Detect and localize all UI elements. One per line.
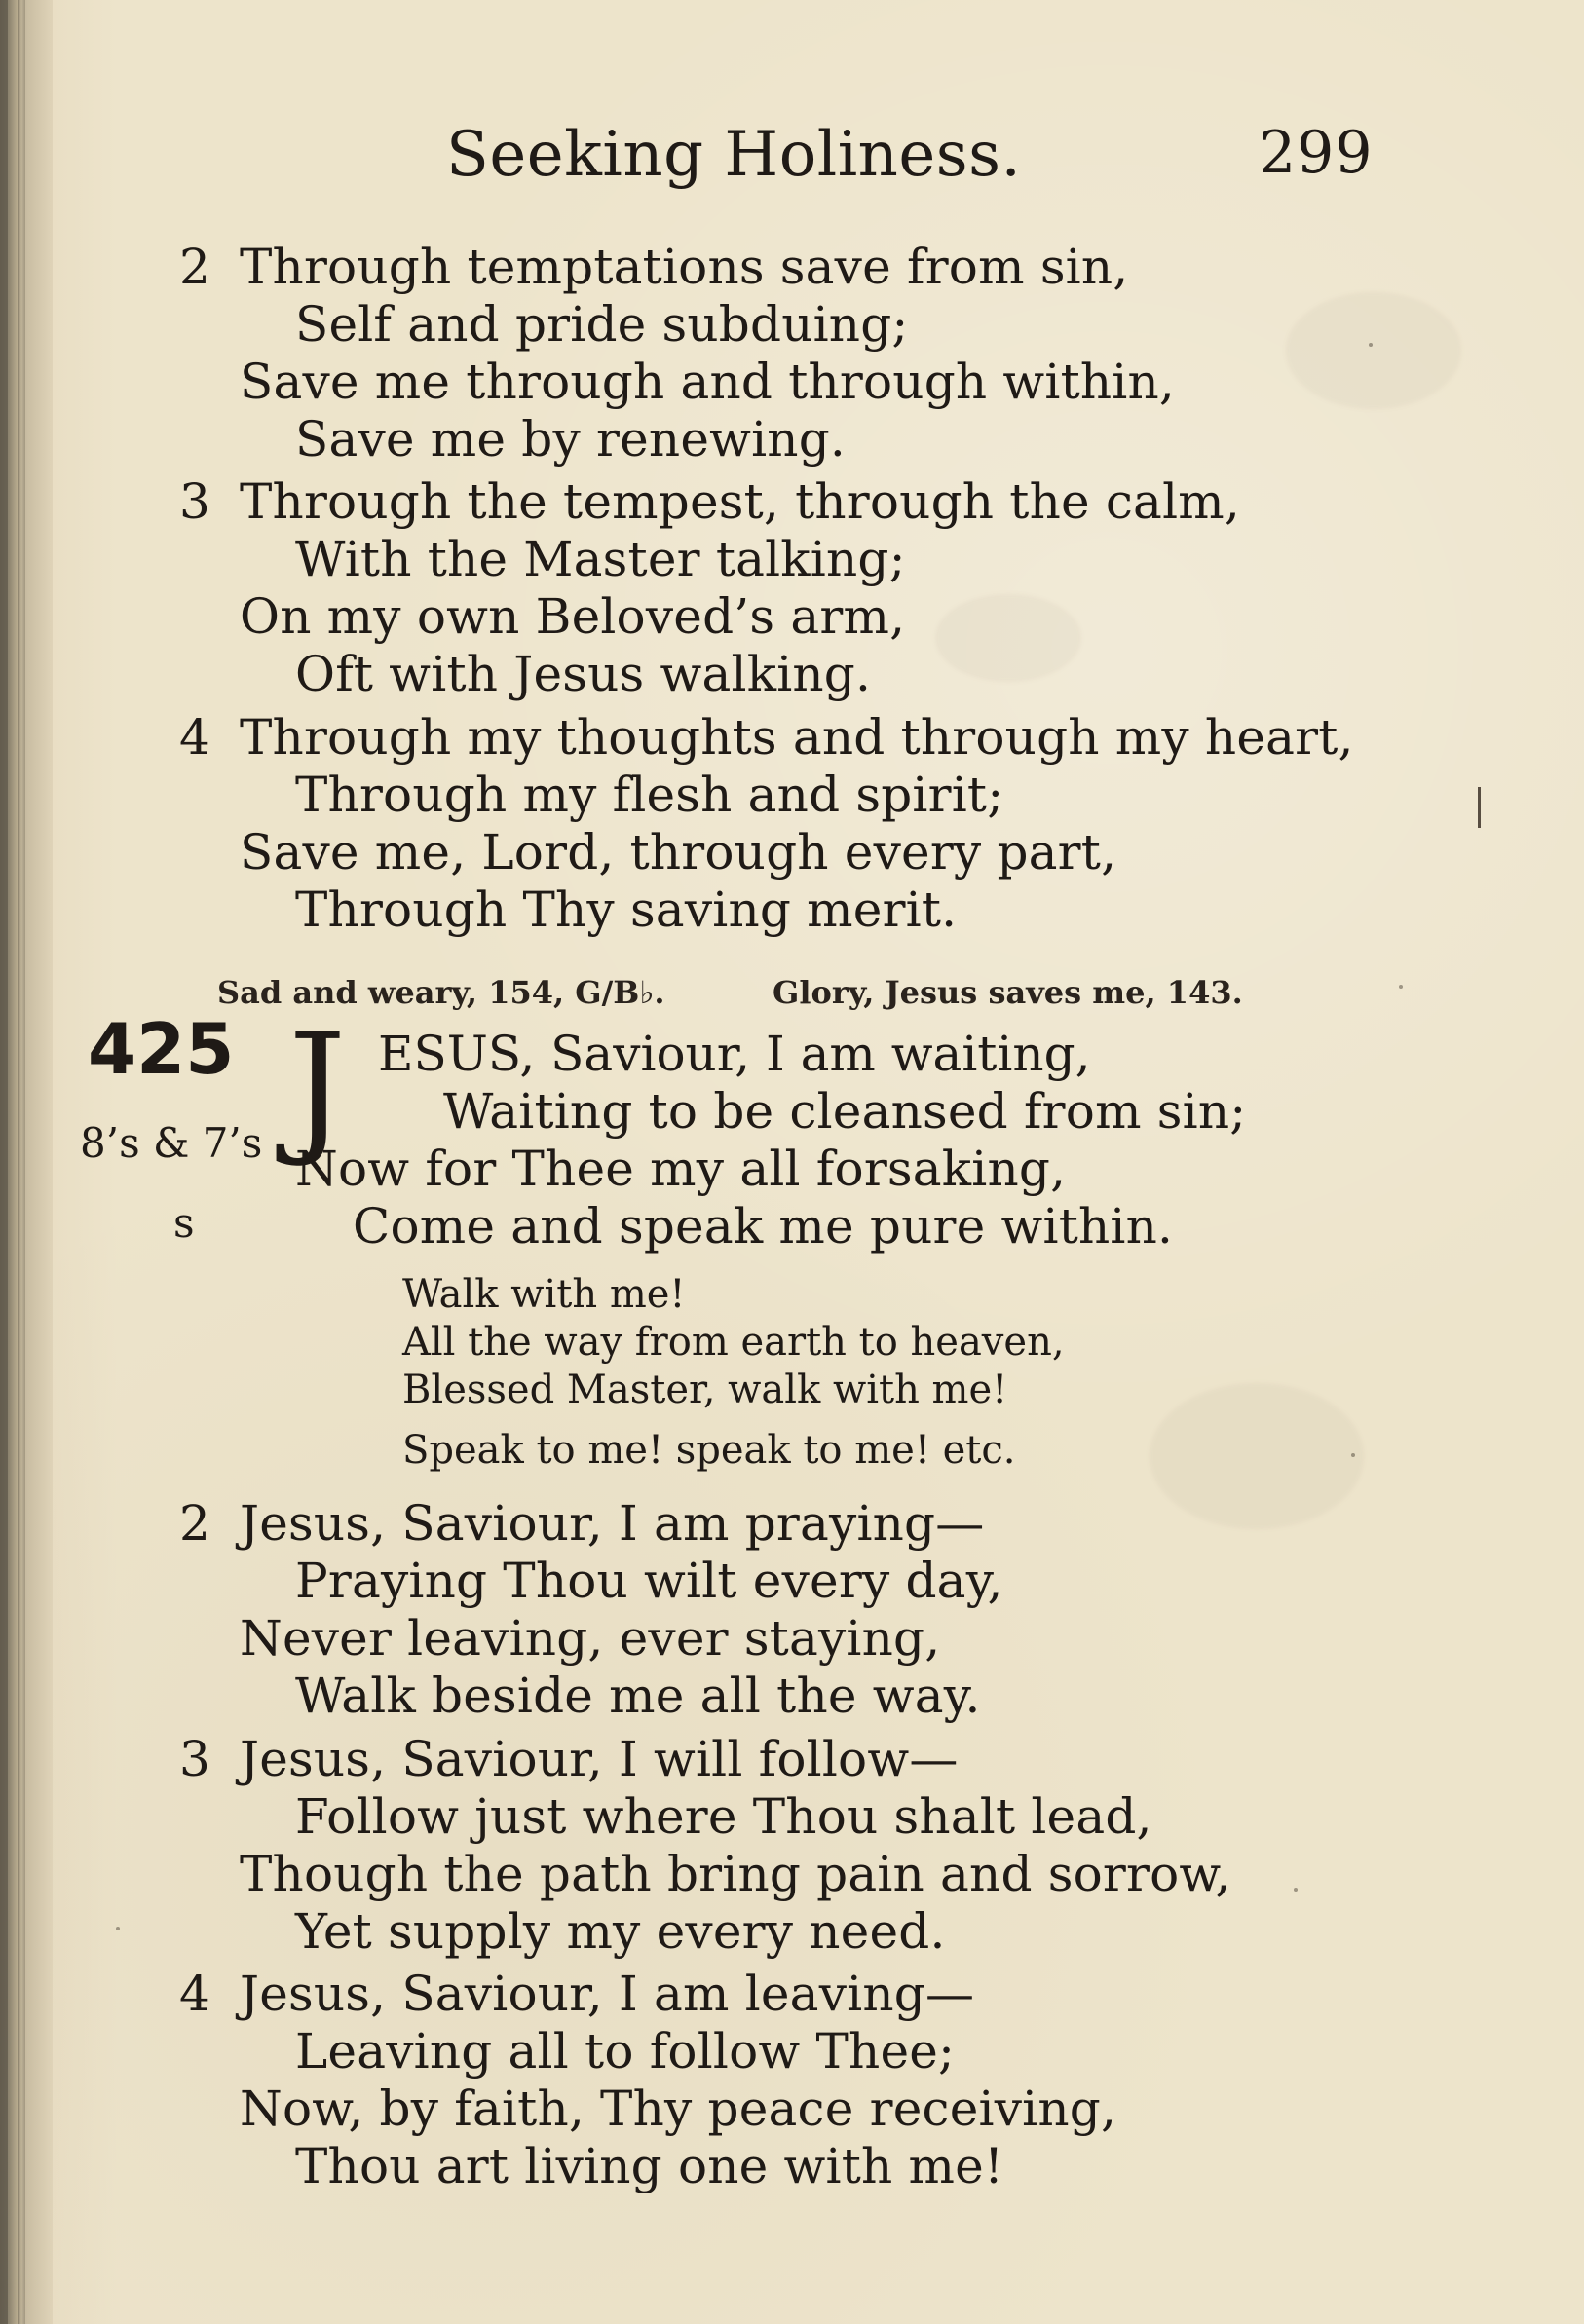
paper-speck [116, 1927, 120, 1930]
paper-speck [1399, 985, 1403, 989]
stanza-number: 2 [179, 1495, 210, 1552]
paper-speck [1369, 343, 1373, 347]
hymn-line: Now for Thee my all forsaking, [295, 1141, 1067, 1197]
print-mark [1478, 787, 1481, 828]
hymn-line: Jesus, Saviour, I am leaving— [240, 1966, 975, 2022]
paper-speck [1351, 1453, 1355, 1457]
hymn-line: With the Master talking; [295, 531, 906, 587]
hymn-line: Walk beside me all the way. [295, 1668, 981, 1724]
hymn-line: Oft with Jesus walking. [295, 646, 872, 702]
hymn-first-line: ESUS, Saviour, I am waiting, [378, 1026, 1091, 1082]
hymn-line: Save me through and through within, [240, 354, 1175, 410]
hymn-number: 425 [88, 1008, 235, 1090]
stanza-number: 4 [179, 709, 210, 766]
stanza-number: 3 [179, 1731, 210, 1787]
chorus-line: Speak to me! speak to me! etc. [402, 1428, 1016, 1473]
hymn-line: Through temptations save from sin, [240, 239, 1129, 295]
chorus-line: Walk with me! [402, 1272, 686, 1317]
hymn-line: Through Thy saving merit. [295, 881, 958, 938]
hymn-line: Come and speak me pure within. [353, 1198, 1174, 1255]
running-head: Seeking Holiness. [446, 119, 1022, 191]
paper-smudge [1150, 1383, 1364, 1529]
paper-smudge [935, 594, 1081, 682]
stanza-number: 3 [179, 473, 210, 530]
hymn-line: Save me by renewing. [295, 411, 847, 468]
paper-smudge [1286, 292, 1461, 409]
hymn-line: Follow just where Thou shalt lead, [295, 1788, 1152, 1845]
hymn-line: Jesus, Saviour, I am praying— [240, 1495, 985, 1552]
drop-cap: J [288, 1002, 347, 1170]
meter-note: s [173, 1199, 195, 1247]
page-binding [0, 0, 53, 2324]
hymn-line: Though the path bring pain and sorrow, [240, 1846, 1231, 1902]
tune-reference-left: Sad and weary, 154, G/B♭. [217, 974, 665, 1011]
binding-edge [0, 0, 8, 2324]
hymn-line: Save me, Lord, through every part, [240, 824, 1117, 881]
chorus-line: All the way from earth to heaven, [402, 1320, 1065, 1365]
page-header [0, 119, 1584, 206]
chorus-line: Blessed Master, walk with me! [402, 1368, 1008, 1412]
hymn-line: Now, by faith, Thy peace receiving, [240, 2080, 1117, 2137]
tune-reference-right: Glory, Jesus saves me, 143. [773, 974, 1243, 1011]
binding-crease [18, 0, 25, 2324]
hymn-line: Self and pride subduing; [295, 296, 909, 353]
hymn-line: Leaving all to follow Thee; [295, 2023, 956, 2080]
stanza-number: 2 [179, 239, 210, 295]
hymn-line: Jesus, Saviour, I will follow— [240, 1731, 959, 1787]
paper-speck [1294, 1888, 1298, 1892]
hymn-line: Yet supply my every need. [295, 1903, 946, 1960]
hymn-line: Through my flesh and spirit; [295, 767, 1004, 823]
stanza-number: 4 [179, 1966, 210, 2022]
meter-label: 8’s & 7’s [80, 1119, 263, 1167]
hymn-line: On my own Beloved’s arm, [240, 588, 906, 645]
hymn-line: Thou art living one with me! [295, 2138, 1004, 2194]
hymn-line: Through my thoughts and through my heart, [240, 709, 1354, 766]
hymn-line: Praying Thou wilt every day, [295, 1553, 1003, 1609]
page-number: 299 [1259, 119, 1374, 187]
hymn-line: Through the tempest, through the calm, [240, 473, 1240, 530]
hymn-line: Waiting to be cleansed from sin; [443, 1083, 1247, 1140]
hymn-line: Never leaving, ever staying, [240, 1610, 941, 1667]
